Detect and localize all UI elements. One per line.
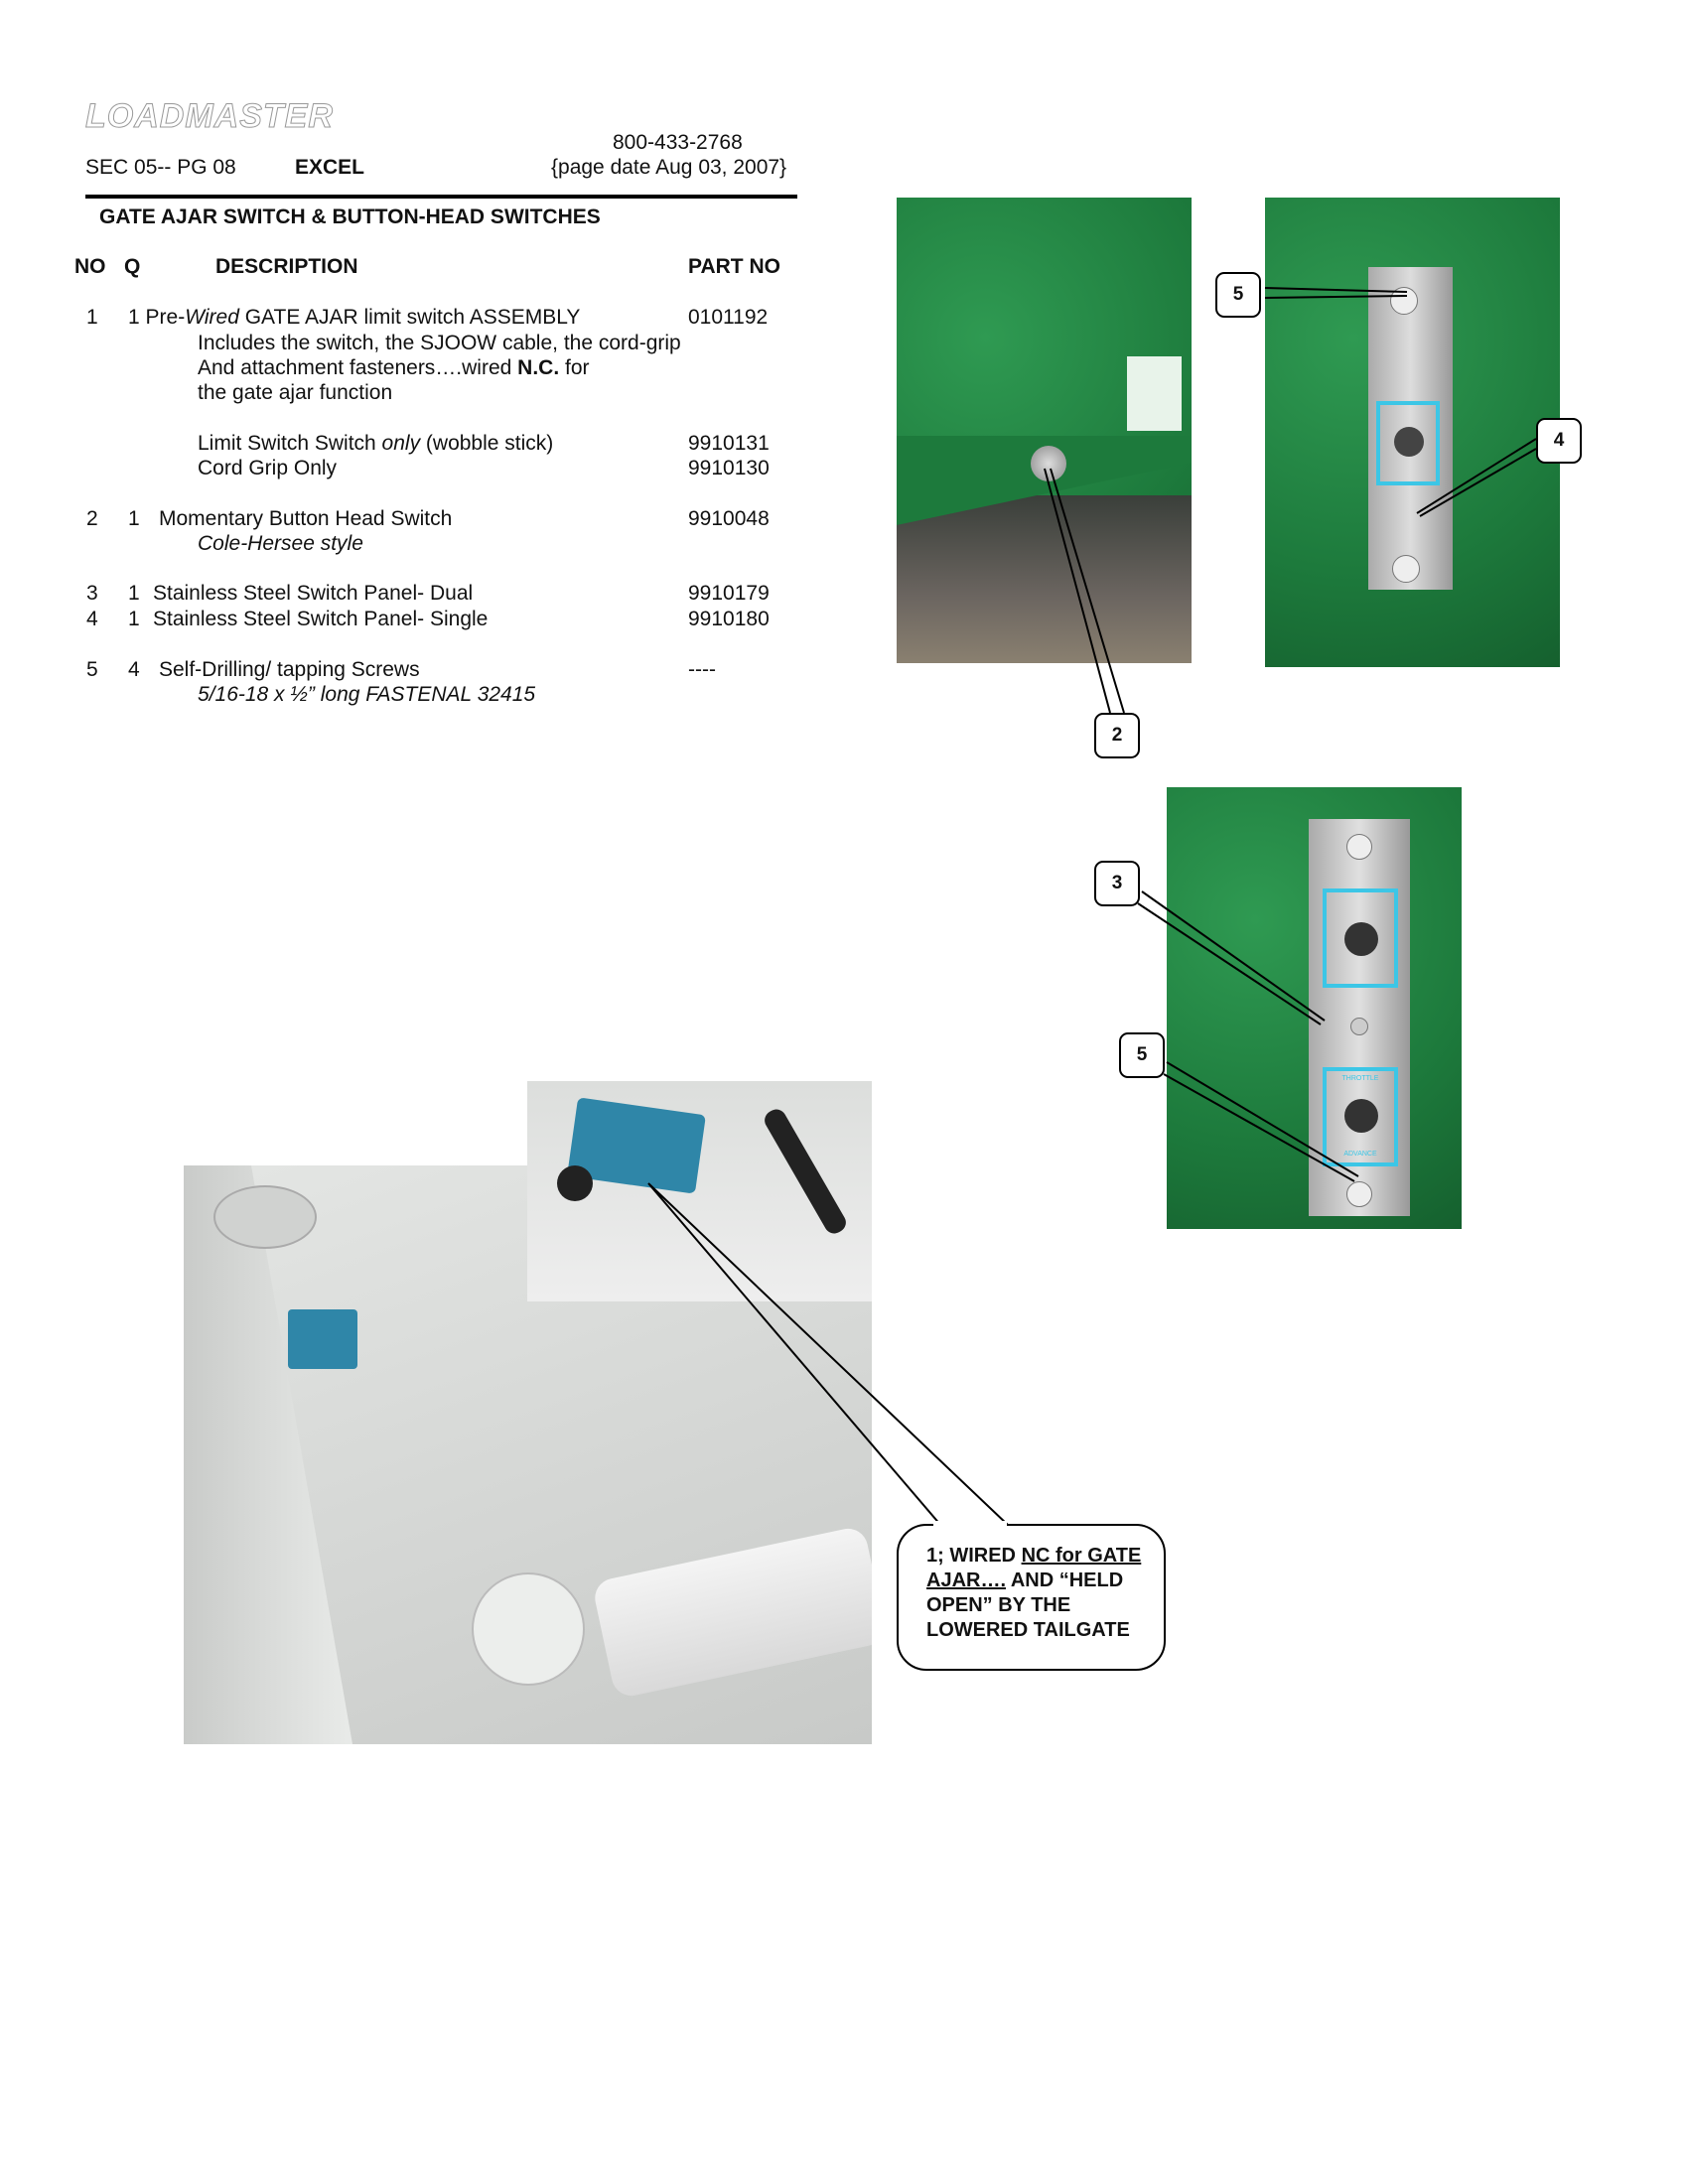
col-description: DESCRIPTION: [215, 255, 358, 278]
gate-ajar-note-bubble: [897, 1524, 1166, 1671]
cable-icon: [761, 1106, 849, 1237]
row-no: 1: [86, 306, 98, 329]
row-part-no: 9910048: [688, 507, 770, 530]
section-page: SEC 05-- PG 08: [85, 156, 236, 179]
col-no: NO: [74, 255, 106, 278]
photo-button-on-body: [897, 198, 1192, 663]
button-frame: [1376, 401, 1440, 485]
photo-reflector: [1127, 356, 1182, 431]
model-name: EXCEL: [295, 156, 365, 179]
row-no: 2: [86, 507, 98, 530]
col-part-no: PART NO: [688, 255, 780, 278]
dual-switch-panel: [1309, 819, 1410, 1216]
phone-number: 800-433-2768: [613, 131, 743, 154]
callout-4: 4: [1536, 418, 1582, 464]
screw-icon: [1346, 1181, 1372, 1207]
screw-icon: [1350, 1018, 1368, 1035]
row-note: the gate ajar function: [198, 381, 393, 404]
desc-rest: GATE AJAR limit switch ASSEMBLY: [238, 306, 581, 329]
desc-italic: Wired: [185, 306, 239, 329]
button-icon: [1344, 922, 1378, 956]
photo-single-panel: [1265, 198, 1560, 667]
row-description: [128, 305, 580, 330]
bubble-text: AND “HELD: [1006, 1570, 1124, 1591]
bubble-line: LOWERED TAILGATE: [926, 1619, 1130, 1641]
header-rule: [85, 195, 797, 199]
button-icon: [1344, 1099, 1378, 1133]
row-description: Stainless Steel Switch Panel- Single: [153, 608, 489, 630]
sub-part-no: 9910131: [688, 432, 770, 455]
row-description: Stainless Steel Switch Panel- Dual: [153, 582, 474, 605]
note-bold: N.C.: [517, 356, 560, 379]
photo-undercarriage: [897, 495, 1192, 663]
throttle-label: THROTTLE: [1341, 1075, 1379, 1082]
bubble-line: OPEN” BY THE: [926, 1594, 1071, 1616]
row-no: 4: [86, 608, 98, 630]
button-frame: [1323, 888, 1398, 988]
callout-2: 2: [1094, 713, 1140, 758]
callout-5-bottom: 5: [1119, 1032, 1165, 1078]
screw-icon: [1346, 834, 1372, 860]
loadmaster-logo: LOADMASTER: [85, 97, 334, 135]
page-title: GATE AJAR SWITCH & BUTTON-HEAD SWITCHES: [99, 205, 601, 228]
row-no: 5: [86, 658, 98, 681]
single-switch-panel: [1368, 267, 1453, 590]
note-text: for: [559, 356, 590, 379]
bubble-line: [926, 1569, 1154, 1593]
note-text: And attachment fasteners….wired: [198, 356, 518, 379]
sub-italic: only: [381, 432, 421, 455]
row-part-no: 9910180: [688, 608, 770, 630]
row-no: 3: [86, 582, 98, 605]
bubble-underlined: AJAR….: [926, 1570, 1007, 1591]
photo-frame-rail: [184, 1165, 352, 1744]
bubble-tail-gap: [933, 1521, 1007, 1526]
photo-switch-closeup: [527, 1081, 872, 1301]
bubble-underlined: NC for GATE: [1021, 1545, 1142, 1567]
sub-text: Limit Switch Switch: [198, 432, 382, 455]
photo-pivot: [472, 1572, 585, 1686]
row-part-no: ----: [688, 658, 716, 681]
bubble-line: [926, 1544, 1154, 1569]
button-head-icon: [1031, 446, 1066, 481]
row-q: 1: [128, 507, 140, 530]
sub-item: [198, 431, 553, 456]
bubble-text: 1; WIRED: [926, 1545, 1022, 1567]
sub-part-no: 9910130: [688, 457, 770, 479]
advance-label: ADVANCE: [1343, 1151, 1377, 1158]
photo-hinge: [213, 1185, 317, 1249]
row-q: 1: [128, 582, 140, 605]
button-frame: [1323, 1067, 1398, 1166]
callout-5-top: 5: [1215, 272, 1261, 318]
sub-item: Cord Grip Only: [198, 457, 338, 479]
row-q: 4: [128, 658, 140, 681]
row-note: Cole-Hersee style: [198, 532, 363, 555]
screw-icon: [1392, 555, 1420, 583]
cord-grip-icon: [557, 1165, 593, 1201]
limit-switch-icon: [288, 1309, 357, 1369]
row-part-no: 9910179: [688, 582, 770, 605]
row-q: 1: [128, 608, 140, 630]
col-q: Q: [124, 255, 141, 278]
callout-3: 3: [1094, 861, 1140, 906]
row-note: [198, 355, 590, 380]
sub-text: (wobble stick): [420, 432, 554, 455]
desc-prefix: Pre-: [145, 306, 186, 329]
page-date: {page date Aug 03, 2007}: [551, 156, 787, 179]
row-note: Includes the switch, the SJOOW cable, the cord-grip: [198, 332, 681, 354]
screw-icon: [1390, 287, 1418, 315]
button-icon: [1394, 427, 1424, 457]
row-q: 1: [128, 306, 140, 329]
photo-cylinder: [592, 1525, 872, 1700]
photo-dual-panel: [1167, 787, 1462, 1229]
row-description: Self-Drilling/ tapping Screws: [159, 658, 420, 681]
row-part-no: 0101192: [688, 306, 769, 329]
row-note: 5/16-18 x ½” long FASTENAL 32415: [198, 683, 536, 706]
row-description: Momentary Button Head Switch: [159, 507, 453, 530]
